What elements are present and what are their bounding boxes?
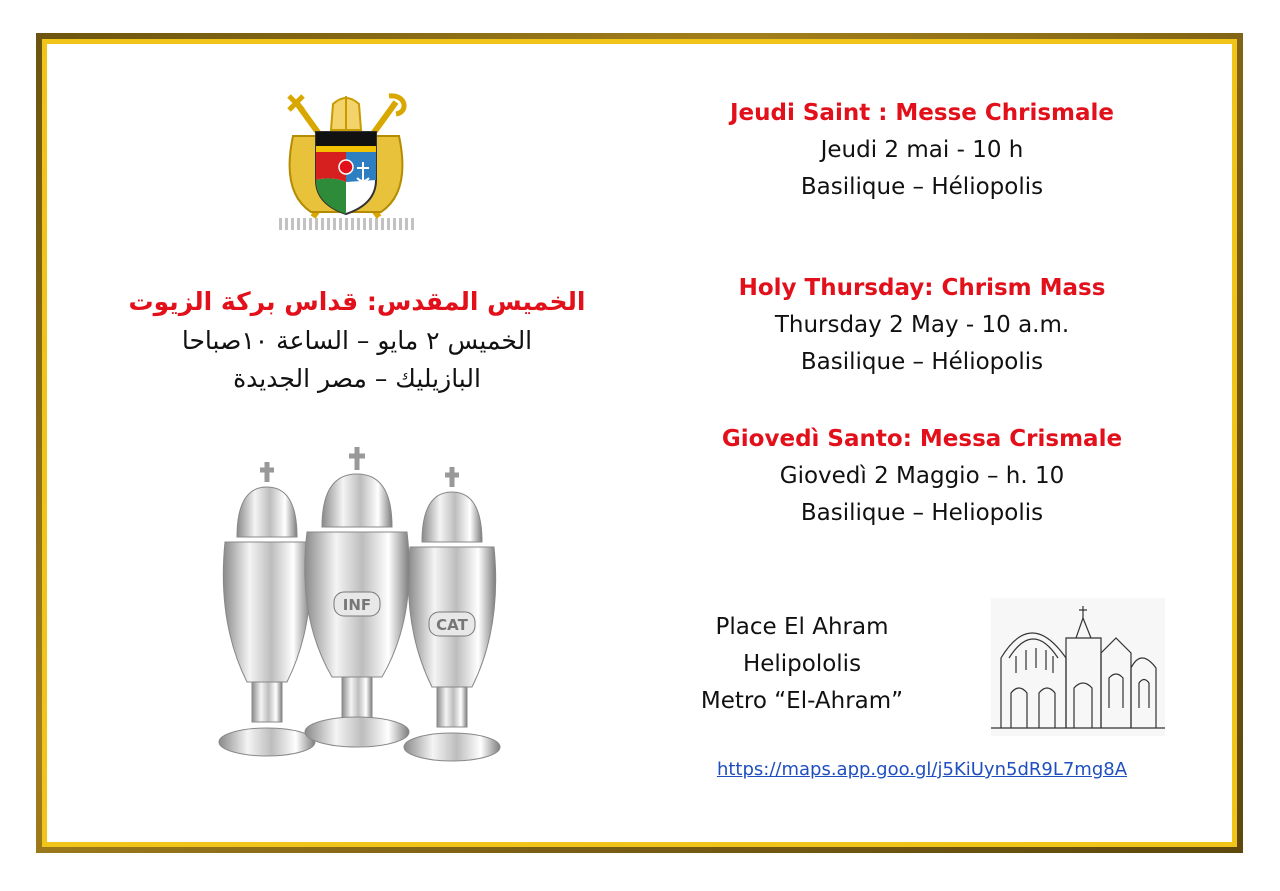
- english-date: Thursday 2 May - 10 a.m.: [774, 312, 1070, 338]
- flyer-card: [47, 44, 1232, 842]
- gold-frame: [36, 33, 1243, 853]
- vessel-left: [219, 462, 315, 756]
- italian-title: Giovedì Santo: Messa Crismale: [721, 426, 1123, 452]
- holy-oil-vessels-image: [197, 442, 517, 772]
- italian-block: [687, 421, 1157, 532]
- address-line-2: Helipololis: [742, 651, 862, 677]
- coat-of-arms-icon: [271, 92, 421, 232]
- french-title: Jeudi Saint : Messe Chrismale: [729, 100, 1115, 126]
- vessel-label-center: INF: [342, 596, 372, 614]
- coat-of-arms-motto: [279, 218, 417, 230]
- address-line-1: Place El Ahram: [715, 614, 889, 640]
- italian-date: Giovedì 2 Maggio – h. 10: [779, 463, 1065, 489]
- english-place: Basilique – Héliopolis: [800, 349, 1044, 375]
- address-block: [667, 609, 937, 720]
- arabic-announcement: [87, 282, 627, 398]
- italian-place: Basilique – Heliopolis: [800, 500, 1044, 526]
- french-block: [687, 95, 1157, 206]
- english-block: [687, 270, 1157, 381]
- vessel-right: [404, 467, 500, 761]
- french-date: Jeudi 2 mai - 10 h: [820, 137, 1024, 163]
- vessel-center: [305, 447, 409, 747]
- address-line-3: Metro “El-Ahram”: [700, 688, 904, 714]
- google-maps-link[interactable]: https://maps.app.goo.gl/j5KiUyn5dR9L7mg8A: [716, 759, 1128, 780]
- french-place: Basilique – Héliopolis: [800, 174, 1044, 200]
- arabic-date-line: الخميس ٢ مايو – الساعة ١٠صباحا: [181, 326, 533, 355]
- vessel-label-right: CAT: [436, 616, 468, 634]
- arabic-place-line: البازيليك – مصر الجديدة: [233, 364, 481, 393]
- arabic-title: الخميس المقدس: قداس بركة الزيوت: [128, 287, 586, 316]
- basilica-sketch-image: [991, 598, 1165, 736]
- english-title: Holy Thursday: Chrism Mass: [738, 275, 1106, 301]
